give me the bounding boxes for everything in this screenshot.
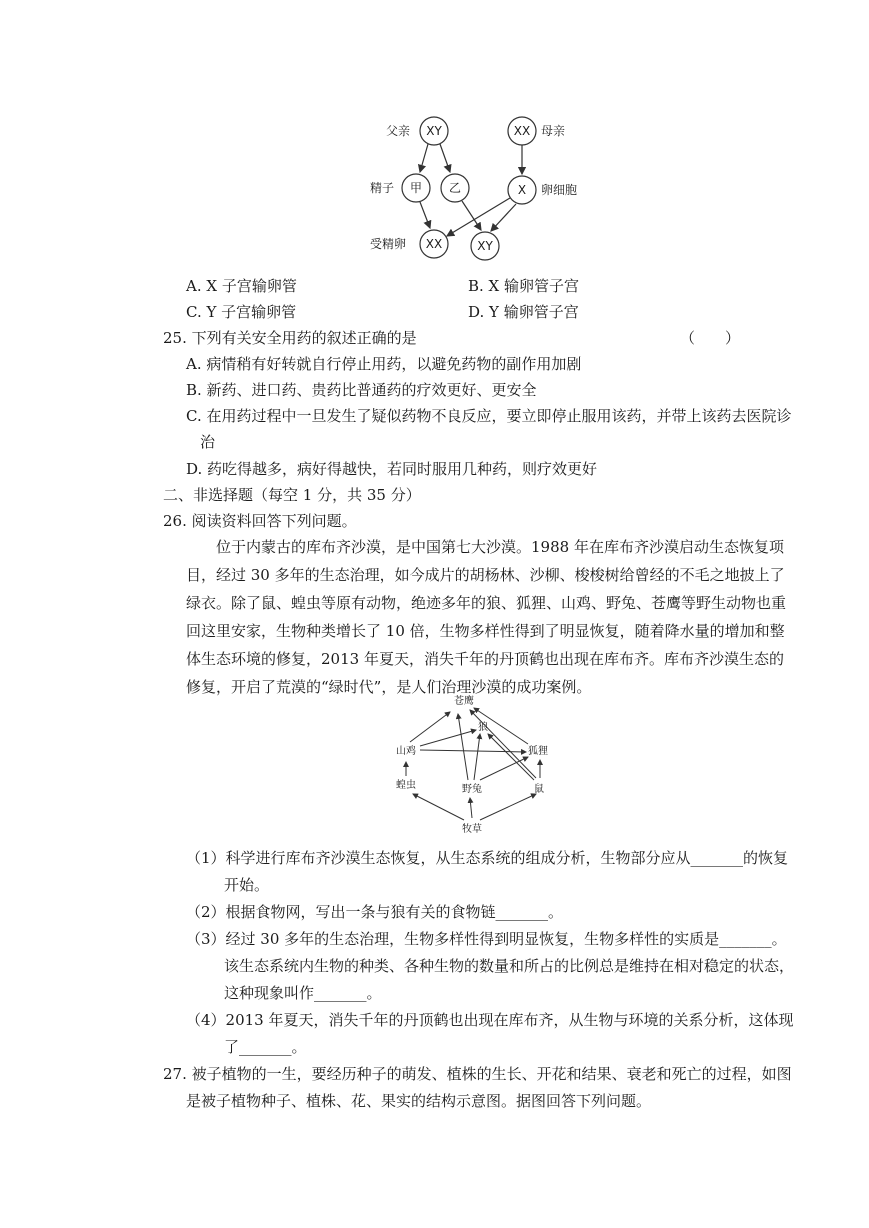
q26-sub4-line2: 了_______。 xyxy=(224,1038,307,1056)
q24-option-b: B. X 输卵管子宫 xyxy=(468,277,580,295)
egg-label: 卵细胞 xyxy=(541,183,578,197)
q27-line1: 27. 被子植物的一生，要经历种子的萌发、植株的生长、开花和结果、衰老和死亡的过程，如图 xyxy=(163,1065,792,1083)
q24-option-c: C. Y 子宫输卵管 xyxy=(186,303,297,321)
q26-sub3-line1: （3）经过 30 多年的生态治理，生物多样性得到明显恢复，生物多样性的实质是_______。 xyxy=(186,930,787,948)
q24-option-a: A. X 子宫输卵管 xyxy=(186,277,297,295)
q25-option-d: D. 药吃得越多，病好得越快，若同时服用几种药，则疗效更好 xyxy=(186,460,598,478)
q24-option-d: D. Y 输卵管子宫 xyxy=(468,303,579,321)
zygote-1: XX xyxy=(425,237,443,251)
q27-line2: 是被子植物种子、植株、花、果实的结构示意图。据图回答下列问题。 xyxy=(186,1092,652,1110)
zygote-label: 受精卵 xyxy=(370,237,407,251)
mother-chromosome: XX xyxy=(513,124,531,138)
fw-fox: 狐狸 xyxy=(528,746,548,757)
egg-chromosome: X xyxy=(517,183,527,197)
q26-sub3-line3: 这种现象叫作_______。 xyxy=(224,984,382,1002)
sperm-b: 乙 xyxy=(448,181,462,195)
q25-option-c-line2: 治 xyxy=(200,433,216,451)
section2-heading: 二、非选择题（每空 1 分，共 35 分） xyxy=(163,486,421,504)
mother-label: 母亲 xyxy=(541,124,566,138)
fw-pheasant: 山鸡 xyxy=(396,746,416,757)
fw-grass: 牧草 xyxy=(462,824,482,835)
fw-rat: 鼠 xyxy=(534,784,544,795)
q26-sub3-line2: 该生态系统内生物的种类、各种生物的数量和所占的比例总是维持在相对稳定的状态， xyxy=(224,957,795,975)
q26-sub2: （2）根据食物网，写出一条与狼有关的食物链_______。 xyxy=(186,903,564,921)
q26-sub4-line1: （4）2013 年夏天，消失千年的丹顶鹤也出现在库布齐，从生物与环境的关系分析，这体现 xyxy=(186,1011,794,1029)
father-chromosome: XY xyxy=(426,124,442,138)
q25-option-b: B. 新药、进口药、贵药比普通药的疗效更好、更安全 xyxy=(186,381,537,399)
genetics-diagram xyxy=(370,108,610,268)
fw-locust: 蝗虫 xyxy=(396,780,416,791)
q26-stem: 26. 阅读资料回答下列问题。 xyxy=(163,512,357,530)
q25-stem: 25. 下列有关安全用药的叙述正确的是 xyxy=(163,329,417,347)
zygote-2: XY xyxy=(477,239,493,253)
q26-sub1-line2: 开始。 xyxy=(224,876,270,894)
q25-option-c-line1: C. 在用药过程中一旦发生了疑似药物不良反应，要立即停止服用该药，并带上该药去医院诊 xyxy=(186,407,792,425)
fw-hare: 野兔 xyxy=(462,784,482,795)
father-label: 父亲 xyxy=(386,124,411,138)
fw-wolf: 狼 xyxy=(478,722,488,733)
sperm-label: 精子 xyxy=(370,181,395,195)
q25-bracket: （ ） xyxy=(680,329,741,347)
q26-passage: 位于内蒙古的库布齐沙漠，是中国第七大沙漠。1988 年在库布齐沙漠启动生态恢复项目，经过 30 多年的生态治理，如今成片的胡杨林、沙柳、梭梭树给曾经的不毛之地披上了绿衣。除了鼠、蝗虫等原有动物，绝迹多年的狼、狐狸、山鸡、野兔、苍鹰等野生动物也重回这里安家，生物种类增长了 10 倍，生物多样性得到了明显恢复，随着降水量的增加和整体生态环境的修复，2013 年夏天，消失千年的丹顶鹤也出现在库布齐。库布齐沙漠生态的修复，开启了荒漠的“绿时代”，是人们治理沙漠的成功案例。 xyxy=(186,538,787,696)
food-web-diagram xyxy=(388,692,568,842)
q25-option-a: A. 病情稍有好转就自行停止用药，以避免药物的副作用加剧 xyxy=(186,355,582,373)
fw-eagle: 苍鹰 xyxy=(454,696,474,707)
sperm-a: 甲 xyxy=(409,181,423,195)
q26-sub1-line1: （1）科学进行库布齐沙漠生态恢复，从生态系统的组成分析，生物部分应从_______的恢复 xyxy=(186,849,789,867)
